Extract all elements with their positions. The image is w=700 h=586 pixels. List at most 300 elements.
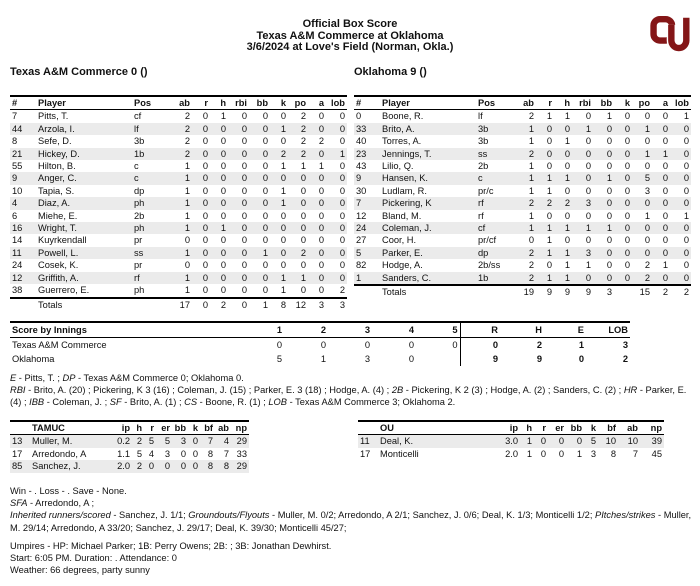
cell: 0 <box>585 185 591 196</box>
cell: 23 <box>356 148 367 159</box>
cell: 2 <box>280 148 286 159</box>
cell: 0 <box>662 161 668 172</box>
pitching-notes <box>10 485 698 534</box>
cell: 0 <box>339 111 345 122</box>
cell: 0 <box>202 247 208 258</box>
header-row <box>358 421 664 435</box>
cell: Anger, C. <box>38 173 77 184</box>
column-header: k <box>584 421 598 435</box>
cell: 0 <box>624 198 630 209</box>
cell: 0 <box>546 210 552 221</box>
cell: 0 <box>220 210 226 221</box>
cell: rf <box>134 272 140 283</box>
column-header: ab <box>618 421 640 435</box>
cell: 1 <box>280 123 286 134</box>
cell: 0 <box>318 272 324 283</box>
cell: 27 <box>356 235 367 246</box>
cell: 24 <box>356 223 367 234</box>
cell: 1 <box>546 223 552 234</box>
cell: Bland, M. <box>382 210 422 221</box>
stat-abbr: SF <box>109 397 122 408</box>
cell: 0 <box>546 260 552 271</box>
table-row <box>10 338 630 353</box>
column-header: h <box>210 96 228 110</box>
cell: ss <box>478 148 488 159</box>
cell: 9 <box>572 285 593 298</box>
cell: 1 <box>184 272 190 283</box>
column-header: lob <box>670 96 691 110</box>
cell: 1 <box>578 340 584 350</box>
cell: 0 <box>241 111 247 122</box>
table-row <box>354 135 691 147</box>
cell: 0 <box>662 173 668 184</box>
cell: 7 <box>356 198 362 209</box>
cell: 1 <box>526 448 532 459</box>
cell: 10 <box>605 436 616 447</box>
pitching-table-home <box>358 420 664 460</box>
cell: 7 <box>12 111 18 122</box>
note-text: - Muller, M. 29/14; Arredondo, A 33/20; Sanchez, J. 29/17; Deal, K. 39/30; Monticelli 45/27; <box>10 510 692 533</box>
cell: 0 <box>540 436 546 447</box>
cell: 1 <box>564 223 570 234</box>
note-text: Win - . Loss - . Save - None. <box>10 486 127 496</box>
note-text: - Parker, E. (4) ; <box>10 385 687 408</box>
cell: 0 <box>339 185 345 196</box>
cell: 0 <box>262 185 268 196</box>
batting-table-home <box>354 95 691 299</box>
cell: 0 <box>683 161 689 172</box>
column-header: er <box>548 421 566 435</box>
cell: 1 <box>564 111 570 122</box>
cell: 1 <box>585 260 591 271</box>
cell: 0 <box>300 235 306 246</box>
cell: 0 <box>683 223 689 234</box>
cell: 2 <box>136 461 142 472</box>
cell: 45 <box>651 448 662 459</box>
cell: 0 <box>585 111 591 122</box>
cell: 2 <box>339 285 345 296</box>
cell: 2 <box>300 111 306 122</box>
cell: 0 <box>262 111 268 122</box>
footer-notes <box>10 540 698 576</box>
cell: 1 <box>585 223 591 234</box>
cell: 0 <box>220 161 226 172</box>
cell: 0 <box>202 123 208 134</box>
cell: 2 <box>184 111 190 122</box>
cell: 0 <box>192 448 198 459</box>
cell: 43 <box>356 161 367 172</box>
cell: 0 <box>408 354 414 364</box>
note-text: - Sanchez, J. 1/1; <box>110 510 189 521</box>
cell: 1 <box>585 123 591 134</box>
cell: 0 <box>262 223 268 234</box>
cell: 2 <box>300 123 306 134</box>
cell: pr <box>134 235 143 246</box>
cell: 9 <box>12 173 18 184</box>
team-label-away: Texas A&M Commerce 0 () <box>10 66 148 78</box>
cell: c <box>134 161 139 172</box>
cell: ss <box>134 247 144 258</box>
note-text: - Brito, A. (20) ; Pickering, K 3 (16) ; Coleman, J. (15) ; Parker, E. 3 (18) ; Hodge, A. (4) ; <box>25 385 392 396</box>
cell: 0 <box>339 223 345 234</box>
cell: 0 <box>280 260 286 271</box>
table-row <box>10 210 347 222</box>
note-line <box>10 552 698 564</box>
cell: 8 <box>12 136 18 147</box>
cell: 0 <box>318 260 324 271</box>
cell: 0 <box>300 223 306 234</box>
batting-section-home <box>354 66 691 299</box>
cell: 5 <box>136 448 142 459</box>
cell: 3 <box>585 198 591 209</box>
cell: 2 <box>300 247 306 258</box>
cell: 0 <box>280 235 286 246</box>
cell: 0 <box>318 123 324 134</box>
cell: 15 <box>632 285 652 298</box>
cell: 0 <box>339 161 345 172</box>
cell <box>10 298 36 311</box>
note-text: Start: 6:05 PM. Duration: . Attendance: 0 <box>10 553 177 563</box>
cell: 1 <box>662 148 668 159</box>
cell: 5 <box>644 173 650 184</box>
cell: 1 <box>528 185 534 196</box>
cell: 0 <box>683 185 689 196</box>
cell: 0 <box>192 461 198 472</box>
cell: 0 <box>320 340 326 350</box>
cell: 1 <box>184 198 190 209</box>
cell: 0 <box>300 198 306 209</box>
cell: 0 <box>184 235 190 246</box>
cell: lf <box>134 123 139 134</box>
cell: 0 <box>585 210 591 221</box>
table-row <box>10 259 347 271</box>
column-header: h <box>520 421 534 435</box>
cell: 3 <box>590 448 596 459</box>
column-header: ip <box>108 421 132 435</box>
cell: 0 <box>460 338 500 353</box>
table-row <box>354 110 691 123</box>
cell: dp <box>478 247 489 258</box>
column-header: Pos <box>476 96 514 110</box>
cell: ph <box>134 198 145 209</box>
cell: pr/c <box>478 185 494 196</box>
cell: 1 <box>606 111 612 122</box>
cell: Sanchez, J. <box>32 461 81 472</box>
pitching-table-away <box>10 420 249 473</box>
cell: 0 <box>606 210 612 221</box>
column-header: rbi <box>572 96 593 110</box>
table-row <box>10 185 347 197</box>
cell: 0 <box>644 247 650 258</box>
cell: 0 <box>339 247 345 258</box>
cell: 0 <box>202 185 208 196</box>
cell <box>354 285 380 298</box>
cell: 0 <box>318 198 324 209</box>
cell: 0 <box>585 161 591 172</box>
table-row <box>354 234 691 246</box>
cell: 3b <box>478 136 489 147</box>
table-row <box>354 123 691 135</box>
cell: 0 <box>192 298 210 311</box>
cell: 1 <box>528 173 534 184</box>
cell: 0 <box>558 448 564 459</box>
cell: 24 <box>12 260 23 271</box>
cell: 0 <box>564 123 570 134</box>
column-header: # <box>10 96 36 110</box>
cell: 1 <box>564 272 570 283</box>
cell: 0 <box>241 185 247 196</box>
note-line <box>10 564 698 576</box>
cell: 5 <box>148 436 154 447</box>
note-line <box>10 540 698 552</box>
cell: 3 <box>364 354 370 364</box>
cell: 0 <box>300 173 306 184</box>
cell: 0 <box>662 123 668 134</box>
column-header: h <box>554 96 572 110</box>
cell: 1 <box>280 285 286 296</box>
cell: 1 <box>184 173 190 184</box>
cell: 0 <box>564 210 570 221</box>
cell: 0 <box>624 136 630 147</box>
column-header: 1 <box>240 322 284 338</box>
column-header: k <box>614 96 632 110</box>
cell: 0 <box>644 198 650 209</box>
note-text: - Pitts, T. ; <box>16 373 63 383</box>
cell: Deal, K. <box>380 436 414 447</box>
cell: 0 <box>606 136 612 147</box>
cell: 9 <box>554 285 572 298</box>
cell: 0 <box>220 285 226 296</box>
table-row <box>10 435 249 448</box>
cell: 0 <box>300 210 306 221</box>
page-title: Official Box Score <box>302 18 398 30</box>
cell: 0 <box>202 285 208 296</box>
cell: 1 <box>564 173 570 184</box>
cell: 0 <box>662 111 668 122</box>
cell: 10 <box>627 436 638 447</box>
cell: 0 <box>262 173 268 184</box>
table-row <box>358 435 664 448</box>
cell: Diaz, A. <box>38 198 71 209</box>
note-text: - Arredondo, A ; <box>27 498 95 509</box>
cell: 2 <box>644 272 650 283</box>
cell: 0 <box>606 123 612 134</box>
cell: 1b <box>134 148 145 159</box>
cell: 1 <box>564 247 570 258</box>
column-header: E <box>544 322 586 338</box>
note-text: - Pickering, K 2 (3) ; Hodge, A. (2) ; Sanders, C. (2) ; <box>403 385 624 396</box>
cell: 0 <box>339 136 345 147</box>
cell: 0 <box>606 260 612 271</box>
cell: 3 <box>164 448 170 459</box>
cell: 2 <box>528 198 534 209</box>
cell: 1 <box>220 111 226 122</box>
cell: 13 <box>12 436 23 447</box>
cell: 0 <box>280 247 286 258</box>
cell: 3.0 <box>505 436 518 447</box>
ou-logo-icon <box>645 10 692 54</box>
cell: 0 <box>202 260 208 271</box>
cell: 2 <box>318 136 324 147</box>
stat-abbr: Inherited runners/scored <box>10 510 111 521</box>
cell: 0 <box>662 272 668 283</box>
cell: 5 <box>164 436 170 447</box>
cell: 0 <box>564 161 570 172</box>
report-header <box>0 19 700 54</box>
table-row <box>354 259 691 271</box>
note-text: Umpires - HP: Michael Parker; 1B: Perry Owens; 2B: ; 3B: Jonathan Dewhirst. <box>10 541 332 551</box>
cell: 1 <box>320 354 326 364</box>
cell: 0 <box>546 123 552 134</box>
stat-abbr: SFA <box>10 498 28 509</box>
cell: 0 <box>318 210 324 221</box>
cell: Lilio, Q. <box>382 161 414 172</box>
cell: 0 <box>202 210 208 221</box>
cell: 0 <box>220 272 226 283</box>
cell: 3 <box>326 298 347 311</box>
totals-row <box>10 298 347 311</box>
column-header: k <box>188 421 200 435</box>
cell: 0 <box>202 173 208 184</box>
cell: 0 <box>262 148 268 159</box>
cell <box>476 285 514 298</box>
header-row <box>354 96 691 110</box>
cell: 1 <box>280 272 286 283</box>
table-row <box>10 197 347 209</box>
cell: 0 <box>606 272 612 283</box>
cell: 0 <box>624 235 630 246</box>
cell: 9 <box>356 173 362 184</box>
cell: 0 <box>262 198 268 209</box>
cell: 1 <box>644 210 650 221</box>
column-header: # <box>354 96 380 110</box>
cell: rf <box>478 198 484 209</box>
cell: 0 <box>202 235 208 246</box>
cell: 0 <box>662 223 668 234</box>
cell: 0 <box>262 272 268 283</box>
cell: 1 <box>184 210 190 221</box>
cell: 0 <box>180 448 186 459</box>
column-header: rbi <box>228 96 249 110</box>
header-row <box>10 96 347 110</box>
cell: 8 <box>207 461 213 472</box>
matchup-line: Texas A&M Commerce at Oklahoma <box>256 29 444 42</box>
column-header: R <box>460 322 500 338</box>
table-row <box>10 123 347 135</box>
column-header: ip <box>494 421 520 435</box>
cell: 33 <box>236 448 247 459</box>
cell: 0 <box>624 272 630 283</box>
cell: 0 <box>624 173 630 184</box>
table-row <box>10 160 347 172</box>
cell: Oklahoma <box>12 354 55 364</box>
cell: 0 <box>318 173 324 184</box>
cell: 6 <box>12 210 18 221</box>
cell: 0 <box>339 272 345 283</box>
column-header: Score by Innings <box>10 322 240 338</box>
cell: 0 <box>228 298 249 311</box>
cell: 0 <box>606 247 612 258</box>
cell: 11 <box>12 247 22 258</box>
cell: 0 <box>241 235 247 246</box>
cell: 44 <box>12 123 23 134</box>
cell: 1 <box>528 123 534 134</box>
table-row <box>10 110 347 123</box>
cell: 0 <box>220 185 226 196</box>
stat-abbr: LOB <box>268 397 287 408</box>
table-row <box>10 247 347 259</box>
cell: 0 <box>339 123 345 134</box>
cell: 1 <box>280 185 286 196</box>
cell: 2b <box>134 210 145 221</box>
cell: 2 <box>652 285 670 298</box>
cell: 0 <box>585 272 591 283</box>
cell: ph <box>134 285 145 296</box>
cell: 1 <box>356 272 362 283</box>
cell: pr <box>134 260 143 271</box>
cell: Monticelli <box>380 448 419 459</box>
stat-abbr: Groundouts/Flyouts <box>188 510 270 521</box>
cell: 0 <box>318 285 324 296</box>
cell: 0 <box>262 260 268 271</box>
cell: 0 <box>683 198 689 209</box>
table-row <box>10 135 347 147</box>
column-header: H <box>500 322 544 338</box>
cell: 2 <box>300 136 306 147</box>
cell: 1 <box>184 223 190 234</box>
cell: 11 <box>360 436 370 447</box>
cell: 1 <box>546 173 552 184</box>
column-header: bb <box>566 421 584 435</box>
cell: 9 <box>536 285 554 298</box>
cell: 0 <box>318 235 324 246</box>
cell: 0 <box>220 148 226 159</box>
cell: 30 <box>356 185 367 196</box>
cell: 0 <box>339 198 345 209</box>
cell: 1 <box>606 223 612 234</box>
cell: 4 <box>148 448 154 459</box>
cell: 0 <box>606 198 612 209</box>
cell: 29 <box>236 461 247 472</box>
column-header <box>10 421 30 435</box>
cell: Coleman, J. <box>382 223 432 234</box>
column-header: k <box>270 96 288 110</box>
cell: 3b <box>478 123 489 134</box>
cell: 0 <box>220 173 226 184</box>
column-header: a <box>652 96 670 110</box>
cell: 7 <box>632 448 638 459</box>
cell: 0 <box>148 461 154 472</box>
note-text: - Texas A&M Commerce 3; Oklahoma 2. <box>287 397 456 408</box>
cell: 0 <box>241 210 247 221</box>
totals-row <box>354 285 691 298</box>
cell: 1 <box>339 148 345 159</box>
cell: 0 <box>408 340 414 350</box>
cell: Griffith, A. <box>38 272 79 283</box>
column-header: ab <box>215 421 231 435</box>
cell: 38 <box>12 285 23 296</box>
cell: 0 <box>318 223 324 234</box>
line-score-table <box>10 321 630 366</box>
cell: 0 <box>262 161 268 172</box>
cell: 0 <box>280 111 286 122</box>
cell: 0 <box>624 247 630 258</box>
cell: cf <box>134 111 142 122</box>
table-row <box>10 222 347 234</box>
cell: Totals <box>380 285 476 298</box>
cell <box>132 298 170 311</box>
cell: 0 <box>241 247 247 258</box>
